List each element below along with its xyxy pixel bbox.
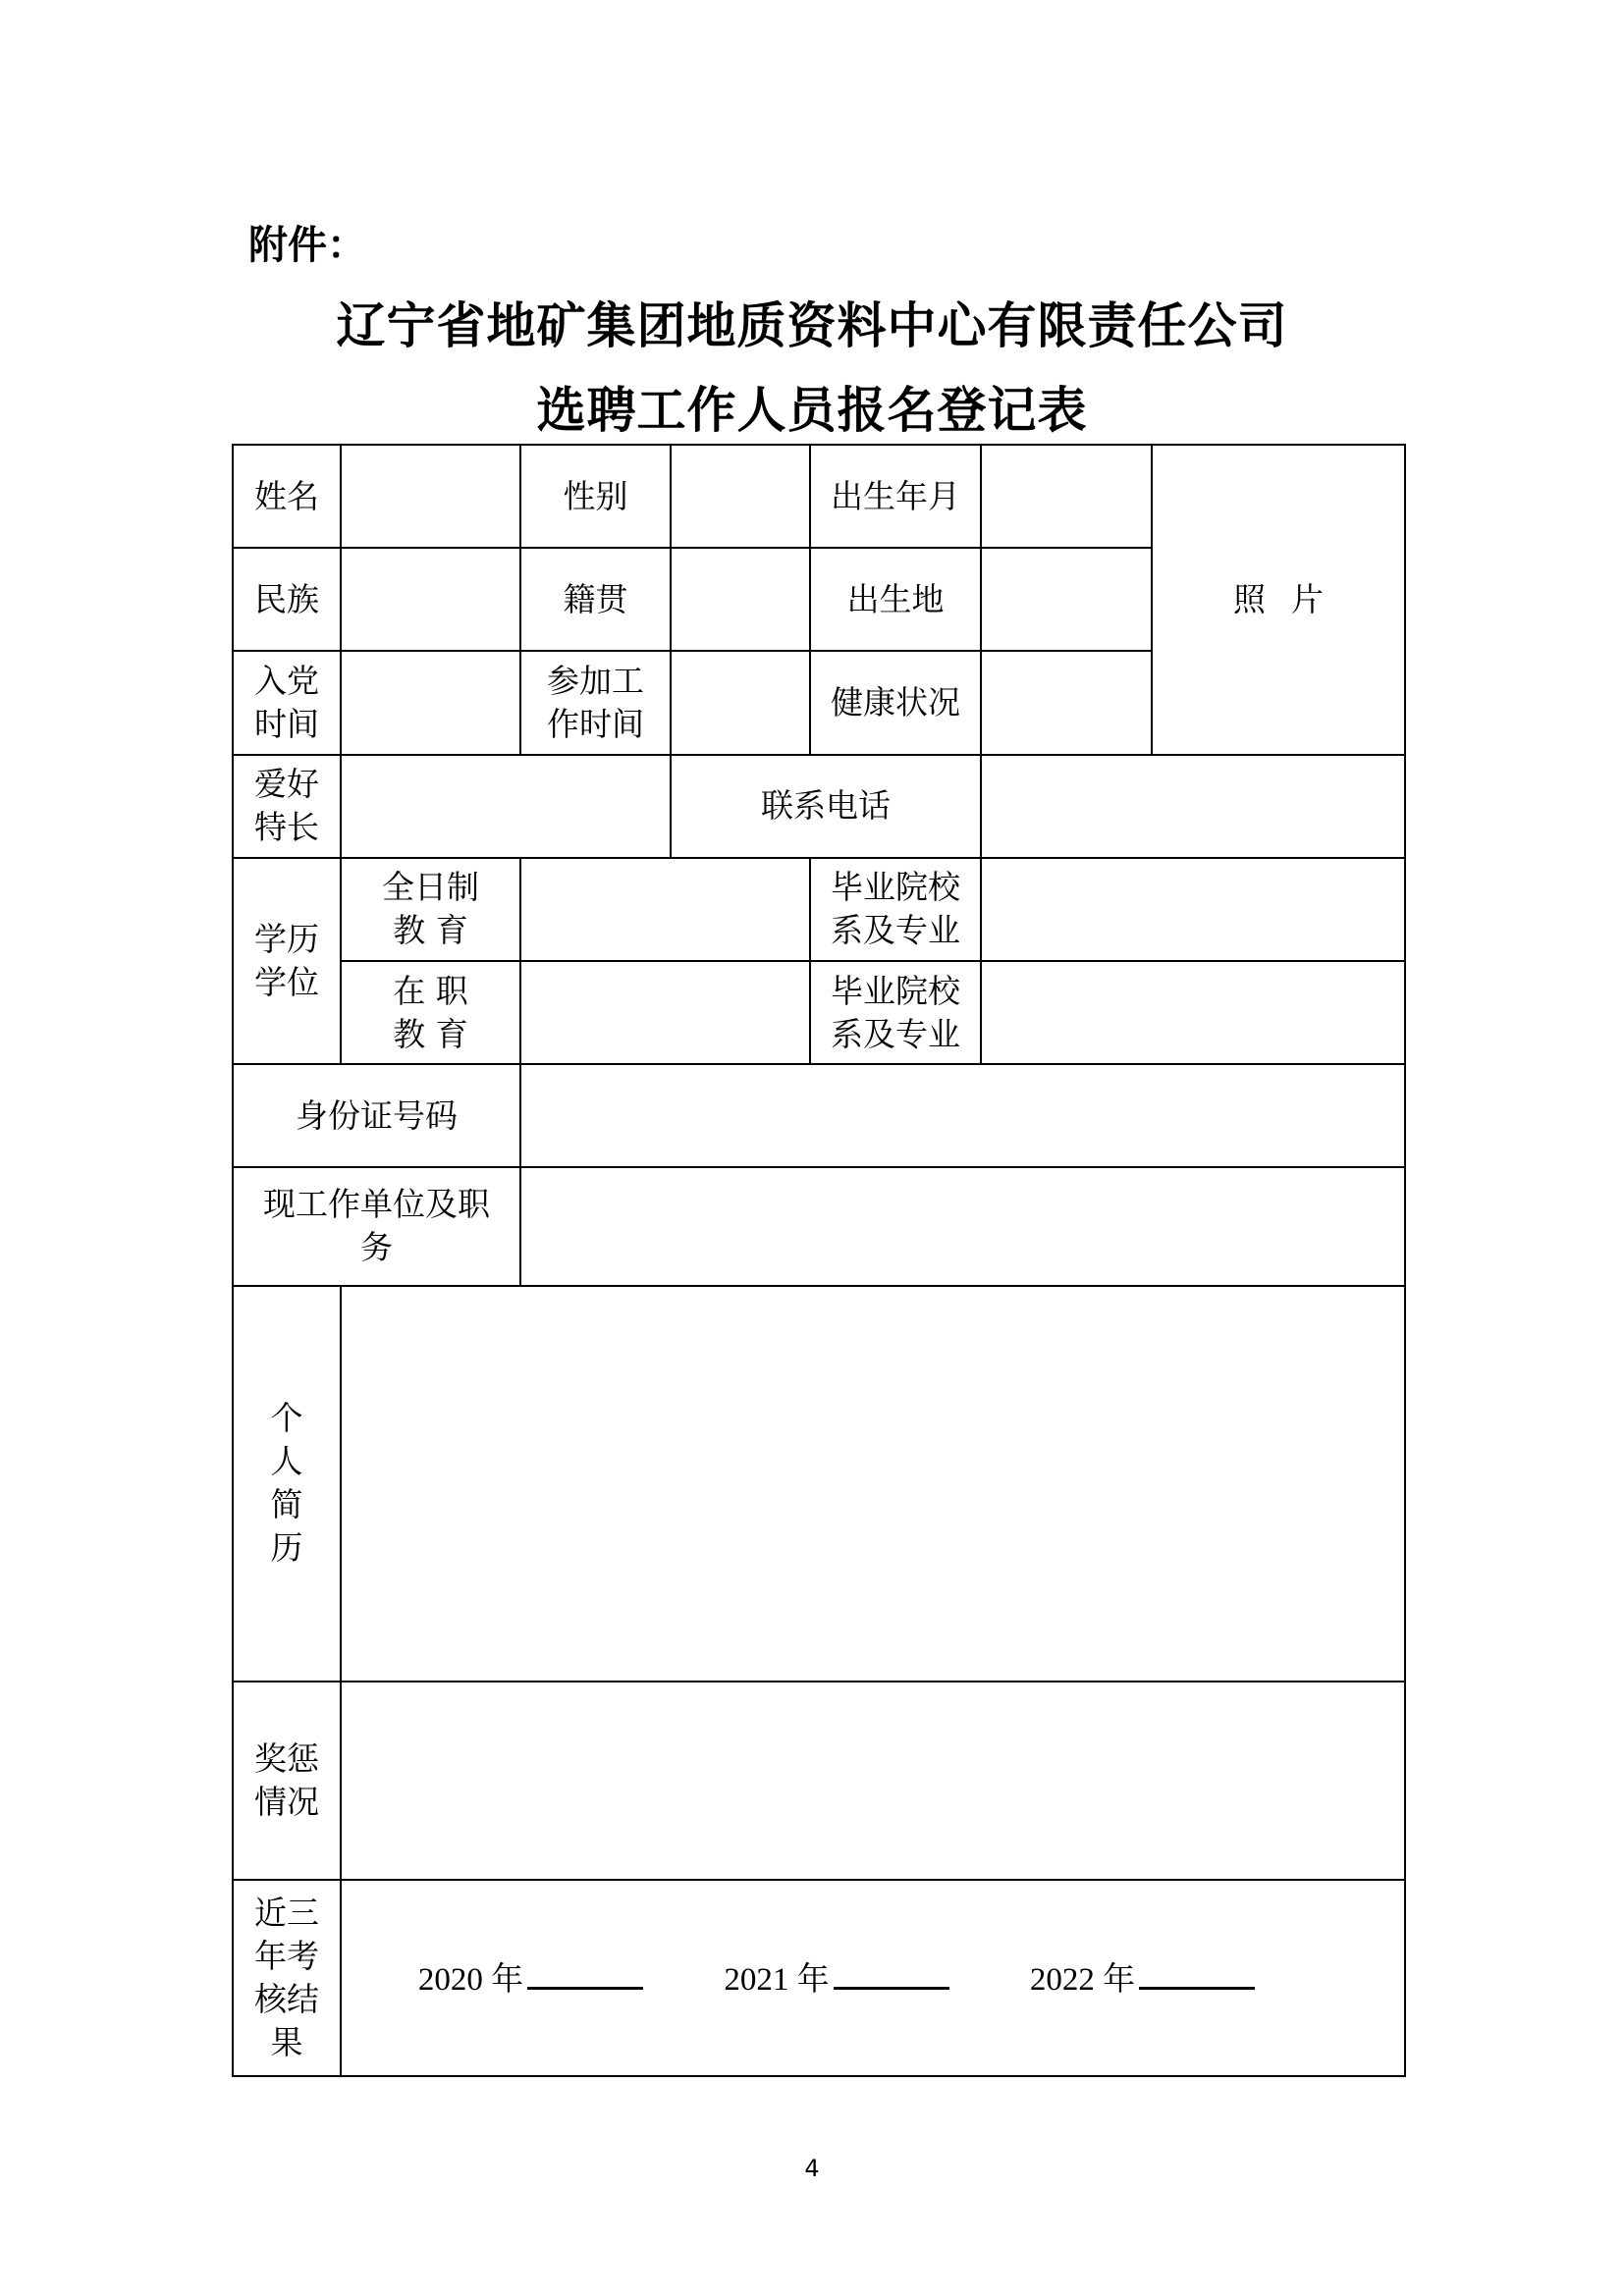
field-fulltime-education[interactable]: [520, 858, 810, 961]
field-inservice-school-major[interactable]: [981, 961, 1405, 1064]
label-hobby: 爱好 特长: [233, 755, 341, 858]
label-fulltime-education: 全日制 教 育: [341, 858, 520, 961]
label-party-join-time: 入党 时间: [233, 651, 341, 754]
assessment-year-2021: 2021 年: [724, 1953, 948, 2002]
field-resume[interactable]: [341, 1286, 1405, 1682]
label-birthplace: 出生地: [810, 548, 981, 651]
registration-form-table: [232, 444, 1406, 2077]
label-awards: 奖惩 情况: [233, 1682, 341, 1879]
label-inservice-education: 在 职 教 育: [341, 961, 520, 1064]
field-phone[interactable]: [981, 755, 1405, 858]
label-phone: 联系电话: [671, 755, 981, 858]
form-title-line1: 辽宁省地矿集团地质资料中心有限责任公司: [336, 297, 1288, 354]
field-awards[interactable]: [341, 1682, 1405, 1879]
label-current-job: 现工作单位及职 务: [233, 1167, 520, 1285]
field-native-place[interactable]: [671, 548, 810, 651]
label-ethnicity: 民族: [233, 548, 341, 651]
field-ethnicity[interactable]: [341, 548, 520, 651]
assessment-year-2020: 2020 年: [418, 1953, 643, 2002]
label-work-start-time: 参加工 作时间: [520, 651, 671, 754]
label-id-number: 身份证号码: [233, 1064, 520, 1167]
field-health[interactable]: [981, 651, 1152, 754]
field-hobby[interactable]: [341, 755, 671, 858]
photo-box[interactable]: [1152, 445, 1405, 755]
label-native-place: 籍贯: [520, 548, 671, 651]
label-fulltime-school-major: 毕业院校 系及专业: [810, 858, 981, 961]
label-inservice-school-major: 毕业院校 系及专业: [810, 961, 981, 1064]
label-resume: 个 人 简 历: [233, 1286, 341, 1682]
field-id-number[interactable]: [520, 1064, 1405, 1167]
field-fulltime-school-major[interactable]: [981, 858, 1405, 961]
field-party-join-time[interactable]: [341, 651, 520, 754]
assessment-2021-blank[interactable]: [834, 1953, 949, 1990]
photo-label: 照片: [1233, 579, 1349, 618]
field-gender[interactable]: [671, 445, 810, 548]
label-gender: 性别: [520, 445, 671, 548]
assessment-years: [341, 1880, 1405, 2076]
label-education-degree: 学历 学位: [233, 858, 341, 1064]
label-assessment: 近三 年考 核结 果: [233, 1880, 341, 2076]
form-title-line2: 选聘工作人员报名登记表: [536, 382, 1088, 439]
field-work-start-time[interactable]: [671, 651, 810, 754]
field-name[interactable]: [341, 445, 520, 548]
assessment-2020-blank[interactable]: [527, 1953, 643, 1990]
label-health: 健康状况: [810, 651, 981, 754]
field-current-job[interactable]: [520, 1167, 1405, 1285]
label-name: 姓名: [233, 445, 341, 548]
assessment-2022-blank[interactable]: [1139, 1953, 1255, 1990]
page-number: 4: [804, 2155, 820, 2182]
field-inservice-education[interactable]: [520, 961, 810, 1064]
label-birth-date: 出生年月: [810, 445, 981, 548]
field-birthplace[interactable]: [981, 548, 1152, 651]
attachment-label: 附件：: [248, 223, 366, 268]
assessment-year-2022: 2022 年: [1030, 1953, 1255, 2002]
field-birth-date[interactable]: [981, 445, 1152, 548]
